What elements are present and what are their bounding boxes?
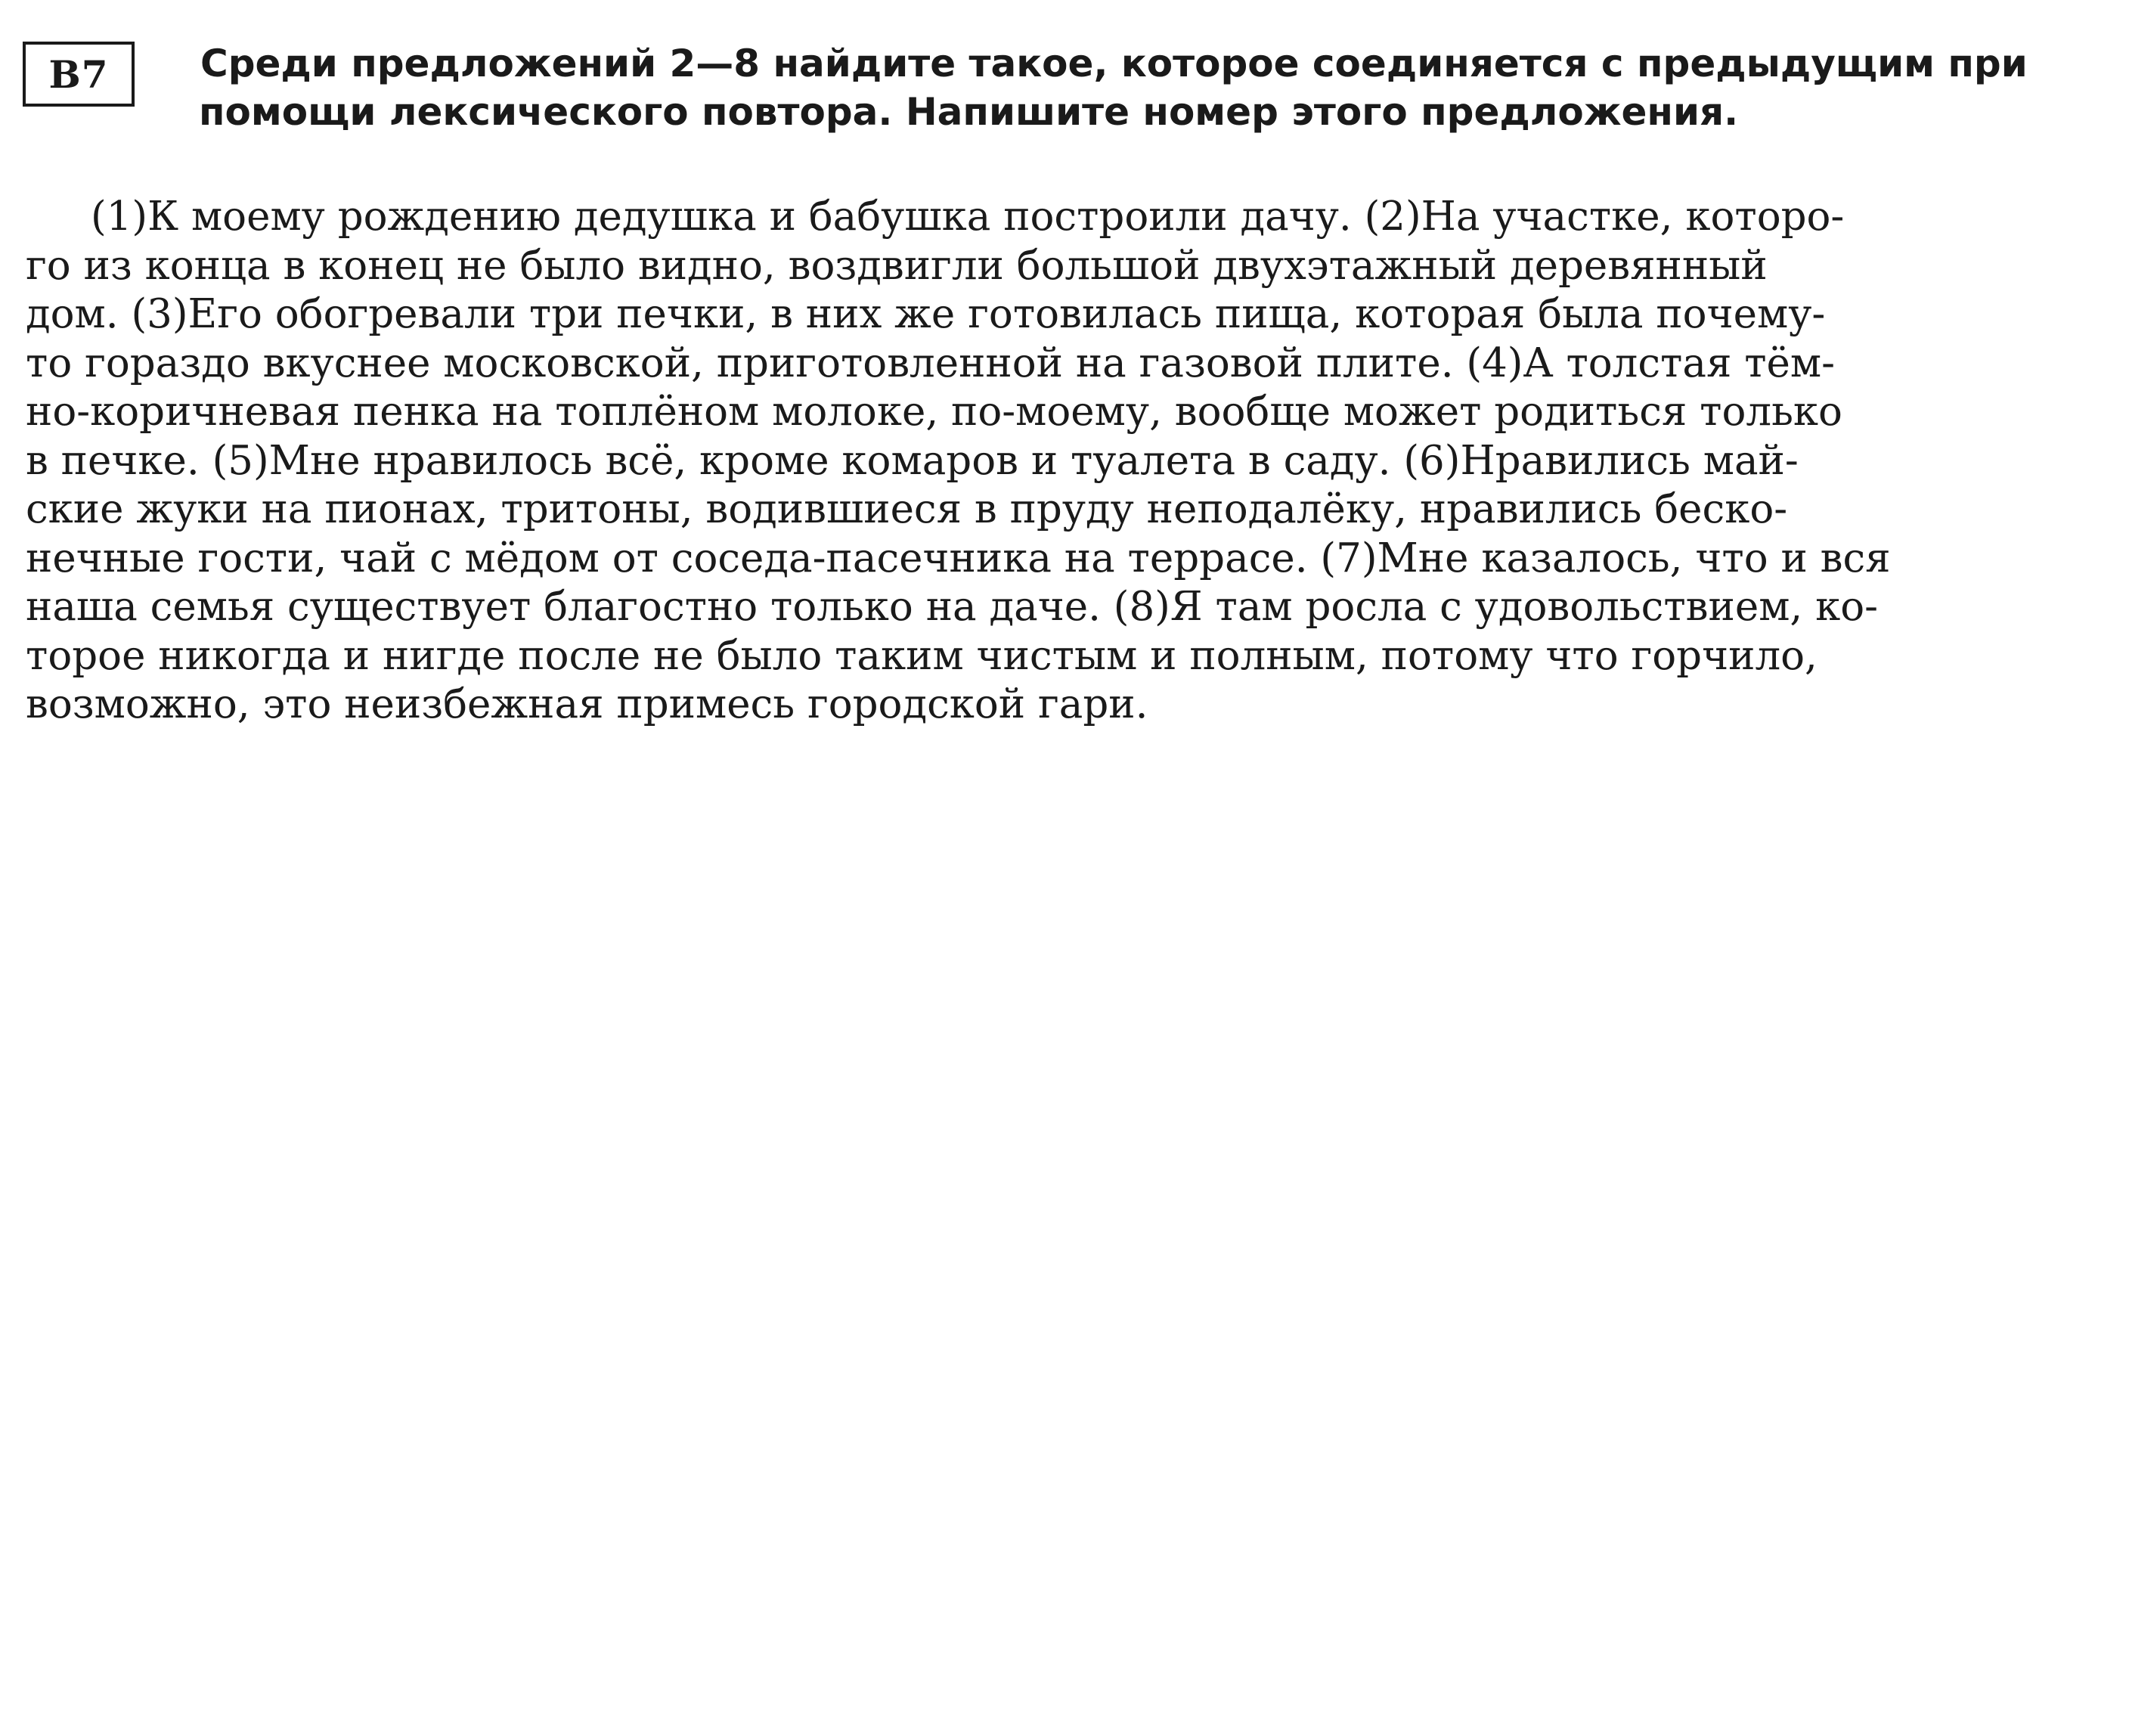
instruction-line: помощи лексического повтора. Напишите номер этого предложения. [199,90,1739,134]
passage-line: то гораздо вкуснее московской, приготовленной на газовой плите. (4)А толстая тём- [26,339,1836,386]
passage-line: наша семья существует благостно только на даче. (8)Я там росла с удовольствием, ко- [26,584,1879,630]
passage-line: в печке. (5)Мне нравилось всё, кроме комаров и туалета в саду. (6)Нравились май- [26,437,1799,484]
passage-line: (1)К моему рождению дедушка и бабушка построили дачу. (2)На участке, которо- [91,194,1845,240]
passage-line: ские жуки на пионах, тритоны, водившиеся в пруду неподалёку, нравились беско- [26,486,1788,532]
task-number-label: B7 [48,51,109,97]
passage-line: торое никогда и нигде после не было таким чистым и полным, потому что горчило, [26,632,1818,679]
passage-line: дом. (3)Его обогревали три печки, в них же готовилась пища, которая была почему- [26,291,1826,337]
instruction-line: Среди предложений 2—8 найдите такое, которое соединяется с предыдущим при [200,42,2028,85]
passage-line: возможно, это неизбежная примесь городской гари. [26,681,1148,727]
passage-line: нечные гости, чай с мёдом от соседа-пасечника на террасе. (7)Мне казалось, что и вся [26,535,1891,581]
task-number-badge [23,42,135,107]
passage-line: но-коричневая пенка на топлёном молоке, по-моему, вообще может родиться только [26,389,1842,435]
task-instruction [200,39,2113,136]
passage-line: го из конца в конец не было видно, воздвигли большой двухэтажный деревянный [26,242,1768,289]
passage-text [26,193,1946,730]
